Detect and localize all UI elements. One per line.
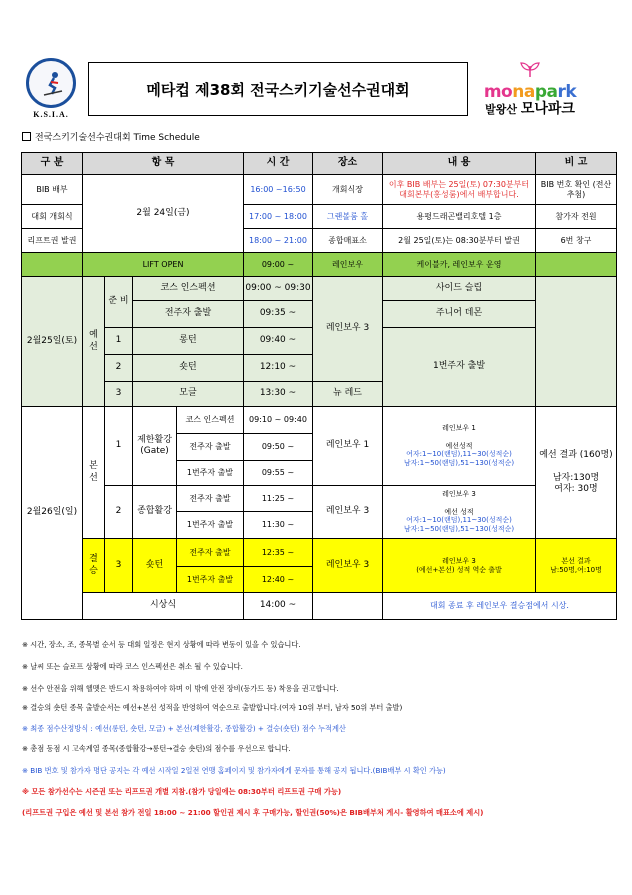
note-item: ※ 모든 참가선수는 시즌권 또는 리프트권 개별 지참.(참가 당일에는 08:30부터 리프트권 구매 가능) [22, 787, 342, 796]
cell-item: 전주자 출발 [133, 301, 244, 328]
cell-time: 09:50 ~ [244, 434, 313, 461]
cell-content: 레인보우 3 예선 성적 여자:1~10(랜덤),11~30(성적순) 남자:1~50(랜덤),51~130(성적순) [383, 486, 536, 539]
header-note: 비 고 [536, 153, 617, 175]
table-header-row [22, 153, 617, 175]
header-time: 시 간 [244, 153, 313, 175]
cell-no: 1 [105, 328, 133, 355]
cell-item: 롱턴 [133, 328, 244, 355]
cell-place: 레인보우 [313, 253, 383, 277]
cell-time: 09:00 ~ [244, 253, 313, 277]
cell-place: 개회식장 [313, 175, 383, 205]
cell-time: 09:55 ~ [244, 461, 313, 486]
cell-time: 12:10 ~ [244, 355, 313, 382]
sprout-icon [519, 62, 541, 78]
cell-content: 용평드래곤밸리호텔 1층 [383, 205, 536, 229]
cell-phase: 결 승 [83, 539, 105, 593]
cell-no: 1 [105, 407, 133, 486]
cell-item: 1번주자 출발 [177, 461, 244, 486]
cell-place: 레인보우 3 [313, 486, 383, 539]
cell-time: 14:00 ~ [244, 593, 313, 620]
cell-item: 코스 인스펙션 [177, 407, 244, 434]
note-item: (리프트권 구입은 예선 및 본선 참가 전일 18:00 ~ 21:00 할인권 제시 후 구매가능, 할인권(50%)은 BIB배부처 게시- 활영하여 매표소에 제시) [22, 808, 484, 817]
cell-item: 전주자 출발 [177, 539, 244, 567]
cell-time: 18:00 ~ 21:00 [244, 229, 313, 253]
cell-note: BIB 번호 확인 (전산추첨) [536, 175, 617, 205]
ceremony-row [22, 593, 617, 620]
ksia-logo [22, 58, 80, 130]
cell-time: 12:35 ~ [244, 539, 313, 567]
cell-note: 본선 결과 남:50명,여:10명 [536, 539, 617, 593]
cell-content: 케이블카, 레인보우 운영 [383, 253, 536, 277]
cell-event: 숏턴 [133, 539, 177, 593]
cell-content: 레인보우 1 예선성적 여자:1~10(랜덤),11~30(성적순) 남자:1~50(랜덤),51~130(성적순) [383, 407, 536, 486]
schedule-subtitle: 전국스키기술선수권대회 Time Schedule [22, 130, 200, 143]
cell-item: 숏턴 [133, 355, 244, 382]
cell-no: 3 [105, 382, 133, 407]
cell-event: 종합활강 [133, 486, 177, 539]
note-item: ※ 날씨 또는 슬로프 상황에 따라 코스 인스펙션은 취소 될 수 있습니다. [22, 662, 243, 671]
cell-place: 레인보우 1 [313, 407, 383, 486]
cell-time: 09:10 ~ 09:40 [244, 407, 313, 434]
cell-category: 대회 개회식 [22, 205, 83, 229]
cell-phase: 예 선 [83, 277, 105, 407]
cell-place: 레인보우 3 [313, 539, 383, 593]
cell-item: 코스 인스펙션 [133, 277, 244, 301]
ksia-emblem [26, 58, 76, 108]
cell-place: 그랜볼룸 홀 [313, 205, 383, 229]
cell-item: 1번주자 출발 [177, 512, 244, 539]
cell-category: BIB 배부 [22, 175, 83, 205]
checkbox-square-icon [22, 132, 31, 141]
note-item: ※ BIB 번호 및 참가자 명단 공지는 각 예선 시작일 2일전 연맹 홈페이지 및 참가자에게 문자를 통해 공지 됩니다.(BIB배부 시 확인 가능) [22, 766, 446, 775]
cell-item: LIFT OPEN [83, 253, 244, 277]
lift-open-row [22, 253, 617, 277]
table-row [22, 486, 617, 512]
cell-time: 09:00 ~ 09:30 [244, 277, 313, 301]
cell-item: 시상식 [83, 593, 244, 620]
note-item: ※ 시간, 장소, 조, 종목별 순서 등 대회 일정은 현지 상황에 따라 변동이 있을 수 있습니다. [22, 640, 301, 649]
cell-place: 레인보우 3 [313, 277, 383, 382]
cell-content: 주니어 데몬 [383, 301, 536, 328]
page-title: 메타컵 제38회 전국스키기술선수권대회 [88, 62, 468, 116]
cell-time: 09:40 ~ [244, 328, 313, 355]
cell-time: 12:40 ~ [244, 567, 313, 593]
cell-time: 17:00 ~ 18:00 [244, 205, 313, 229]
sponsor-wordmark: monapark [483, 82, 577, 102]
table-row [22, 175, 617, 205]
cell-category: 리프트권 발권 [22, 229, 83, 253]
schedule-table [21, 152, 617, 620]
cell-date: 2월25일(토) [22, 277, 83, 407]
note-item: ※ 결승의 숏턴 종목 출발순서는 예선+본선 성적을 반영하여 역순으로 출발합니다.(여자 10위 부터, 남자 50위 부터 출발) [22, 703, 403, 712]
ksia-label: K.S.I.A. [33, 110, 69, 119]
header-item: 항 목 [83, 153, 244, 175]
cell-date: 2월26일(일) [22, 407, 83, 620]
cell-content: 대회 종료 후 레인보우 결승점에서 시상. [383, 593, 617, 620]
cell-time: 09:35 ~ [244, 301, 313, 328]
cell-content: 사이드 슬립 [383, 277, 536, 301]
cell-item: 1번주자 출발 [177, 567, 244, 593]
cell-note: 6번 창구 [536, 229, 617, 253]
cell-time: 16:00 ~16:50 [244, 175, 313, 205]
cell-content: 2월 25일(토)는 08:30분부터 발권 [383, 229, 536, 253]
cell-no: 3 [105, 539, 133, 593]
cell-note: 참가자 전원 [536, 205, 617, 229]
cell-content: 1번주자 출발 [383, 328, 536, 407]
skier-icon [42, 71, 64, 97]
cell-time: 11:30 ~ [244, 512, 313, 539]
cell-no: 2 [105, 486, 133, 539]
header-content: 내 용 [383, 153, 536, 175]
cell-place: 뉴 레드 [313, 382, 383, 407]
final-row [22, 539, 617, 567]
cell-content: 이후 BIB 배부는 25일(토) 07:30분부터 대회본부(홍성룸)에서 배부합니다. [383, 175, 536, 205]
cell-no: 2 [105, 355, 133, 382]
cell-event: 제한활강 (Gate) [133, 407, 177, 486]
sponsor-subtitle: 발왕산 모나파크 [485, 101, 575, 117]
table-row [22, 407, 617, 434]
cell-prep: 준 비 [105, 277, 133, 328]
cell-phase: 본 선 [83, 407, 105, 539]
sponsor-logo [482, 62, 578, 128]
note-item: ※ 최종 점수산정방식 : 예선(롱턴, 숏턴, 모글) + 본선(제한활강, 종합활강) + 결승(숏턴) 점수 누적계산 [22, 724, 346, 733]
cell-item: 모글 [133, 382, 244, 407]
cell-date: 2월 24일(금) [83, 175, 244, 253]
cell-place: 종합매표소 [313, 229, 383, 253]
header-place: 장소 [313, 153, 383, 175]
cell-time: 13:30 ~ [244, 382, 313, 407]
note-item: ※ 총점 동점 시 고속계열 종목(종합활강→롱턴→결승 숏턴)의 점수를 우선으로 합니다. [22, 744, 291, 753]
cell-item: 전주자 출발 [177, 434, 244, 461]
cell-content: 레인보우 3 (예선+본선) 성적 역순 출발 [383, 539, 536, 593]
table-row [22, 277, 617, 301]
note-item: ※ 선수 안전을 위해 헬멧은 반드시 착용하여야 하며 이 밖에 안전 장비(등가드 등) 착용을 권고합니다. [22, 684, 339, 693]
cell-time: 11:25 ~ [244, 486, 313, 512]
header-category: 구 분 [22, 153, 83, 175]
cell-item: 전주자 출발 [177, 486, 244, 512]
cell-note: 예선 결과 (160명) 남자:130명 여자: 30명 [536, 407, 617, 539]
